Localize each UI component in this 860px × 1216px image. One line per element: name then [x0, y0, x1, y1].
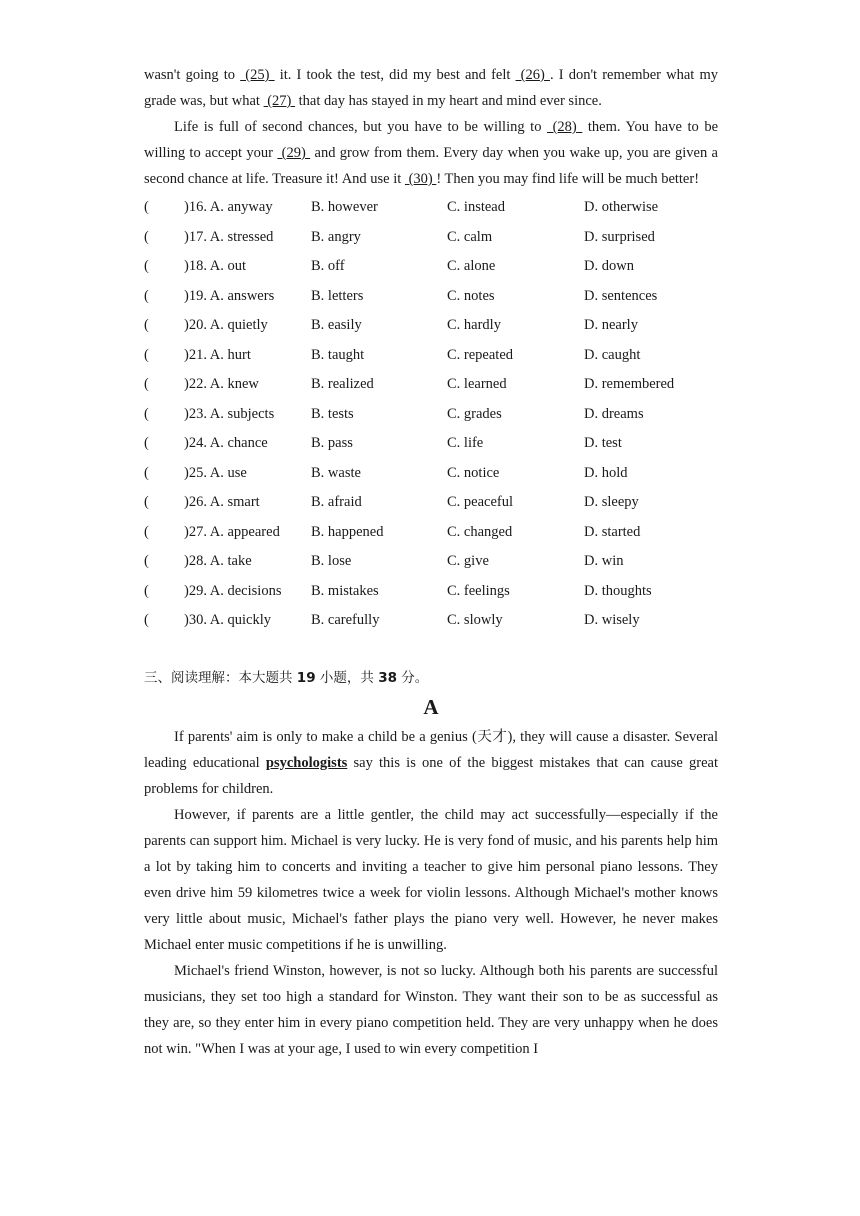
question-row: [144, 518, 718, 548]
question-row: [144, 370, 718, 400]
option-b: B. waste: [311, 464, 361, 481]
text-run: it. I took the test, did my best and felt: [274, 67, 516, 83]
option-b: B. easily: [311, 317, 362, 333]
option-c: C. repeated: [447, 346, 514, 363]
option-a: )20. A. quietly: [184, 317, 268, 333]
question-row: [144, 341, 718, 371]
answer-bracket: (: [144, 228, 149, 245]
option-c: C. instead: [447, 199, 505, 215]
option-a: )28. A. take: [184, 553, 252, 569]
text-run: If parents' aim is only to make a child be a genius (天才), they will cause a disaster. Several leading educational: [144, 728, 718, 771]
option-d: D. dreams: [584, 405, 644, 422]
option-b: B. realized: [311, 376, 374, 392]
option-d: D. remembered: [584, 376, 675, 392]
text-run: 小题，共: [315, 669, 379, 686]
option-c: C. notice: [447, 464, 500, 481]
option-b: B. off: [311, 258, 345, 274]
question-row: [144, 282, 718, 312]
answer-bracket: (: [144, 464, 149, 481]
answer-bracket: (: [144, 258, 149, 274]
answer-bracket: (: [144, 553, 149, 569]
option-c: C. notes: [447, 287, 495, 304]
text-run: 分。: [396, 669, 429, 686]
underlined-keyword: psychologists: [265, 754, 348, 771]
option-a: )23. A. subjects: [184, 405, 275, 422]
option-c: C. calm: [447, 228, 493, 245]
passage-paragraph: Michael's friend Winston, however, is not so lucky. Although both his parents are successful musicians, they set too high a standard for Winston. They want their son to be as successful as they are, so they enter him in every piano competition held. They are very unhappy when he does not win. "When I was at your age, I used to win every competition I: [144, 962, 718, 1057]
option-c: C. hardly: [447, 317, 501, 333]
option-c: C. alone: [447, 258, 496, 274]
option-b: B. pass: [311, 435, 353, 451]
answer-bracket: (: [144, 317, 149, 333]
blank-26: (26): [515, 67, 550, 83]
text-run: that day has stayed in my heart and mind ever since.: [295, 93, 602, 109]
question-row: [144, 459, 718, 489]
option-d: D. otherwise: [584, 199, 659, 215]
option-d: D. thoughts: [584, 582, 652, 599]
option-a: )19. A. answers: [184, 287, 275, 304]
blank-25: (25): [240, 67, 275, 83]
page-content: [144, 62, 718, 1062]
option-d: D. test: [584, 435, 622, 451]
option-c: C. feelings: [447, 582, 510, 599]
option-d: D. win: [584, 553, 624, 569]
text-run: wasn't going to: [144, 67, 241, 83]
option-a: )17. A. stressed: [184, 228, 274, 245]
answer-bracket: (: [144, 346, 149, 363]
option-a: )21. A. hurt: [184, 346, 251, 363]
option-b: B. mistakes: [311, 582, 379, 599]
option-a: )27. A. appeared: [184, 523, 280, 540]
option-b: B. tests: [311, 405, 354, 422]
option-d: D. sleepy: [584, 494, 639, 510]
option-a: )18. A. out: [184, 258, 247, 274]
option-b: B. afraid: [311, 494, 362, 510]
option-a: )22. A. knew: [184, 376, 259, 392]
blank-28: (28): [547, 119, 583, 135]
text-run: say this is one of the biggest mistakes that can cause great problems for children.: [144, 754, 718, 797]
question-row: [144, 223, 718, 253]
question-row: [144, 252, 718, 282]
option-d: D. down: [584, 258, 634, 274]
question-count: 19: [296, 669, 316, 686]
option-b: B. lose: [311, 553, 352, 569]
option-c: C. peaceful: [447, 494, 514, 510]
option-d: D. surprised: [584, 228, 655, 245]
option-d: D. sentences: [584, 287, 658, 304]
option-b: B. angry: [311, 228, 361, 245]
question-row: [144, 547, 718, 577]
option-a: )26. A. smart: [184, 494, 260, 510]
option-b: B. however: [311, 199, 378, 215]
blank-30: (30): [404, 171, 437, 187]
answer-bracket: (: [144, 494, 149, 510]
option-d: D. caught: [584, 346, 641, 363]
answer-bracket: (: [144, 199, 149, 215]
option-a: )25. A. use: [184, 464, 247, 481]
blank-29: (29): [277, 145, 311, 161]
text-run: 三、阅读理解：本大题共: [144, 669, 297, 686]
option-d: D. nearly: [584, 317, 638, 333]
answer-bracket: (: [144, 523, 149, 540]
option-b: B. taught: [311, 346, 365, 363]
option-c: C. slowly: [447, 612, 503, 628]
question-row: [144, 577, 718, 607]
option-d: D. wisely: [584, 612, 640, 628]
question-row: [144, 606, 718, 636]
cloze-paragraph-end: [144, 62, 718, 114]
question-list: [144, 193, 718, 636]
option-b: B. carefully: [311, 612, 380, 628]
total-score: 38: [378, 669, 397, 686]
answer-bracket: (: [144, 405, 149, 422]
passage-paragraph: However, if parents are a little gentler, the child may act successfully—especially if the parents can support him. Michael is very lucky. He is very fond of music, and his parents help him a lot by taking him to concerts and inviting a teacher to give him personal piano lessons. They even drive him 59 kilometres twice a week for violin lessons. Although Michael's mother knows very little about music, Michael's father plays the piano very well. However, he never makes Michael enter music competitions if he is unwilling.: [144, 806, 718, 953]
section-heading: [144, 666, 718, 690]
passage-paragraph: [144, 724, 718, 802]
option-b: B. letters: [311, 287, 364, 304]
text-run: Life is full of second chances, but you have to be willing to: [174, 119, 548, 135]
answer-bracket: (: [144, 435, 149, 451]
question-row: [144, 400, 718, 430]
text-run: ! Then you may find life will be much better!: [436, 171, 700, 187]
answer-bracket: (: [144, 612, 149, 628]
question-row: [144, 193, 718, 223]
text-run: and grow from them. Every day when you wake up, you are given a second chance at life. Treasure it! And use it: [144, 145, 718, 187]
option-a: )29. A. decisions: [184, 582, 282, 599]
question-row: [144, 429, 718, 459]
blank-27: (27): [263, 93, 296, 109]
option-c: C. learned: [447, 376, 507, 392]
option-c: C. give: [447, 553, 489, 569]
option-a: )24. A. chance: [184, 435, 268, 451]
text-run: . I don't remember what my grade was, but what: [144, 67, 718, 109]
option-a: )16. A. anyway: [184, 199, 273, 215]
option-d: D. started: [584, 523, 641, 540]
answer-bracket: (: [144, 376, 149, 392]
option-c: C. life: [447, 435, 484, 451]
text-run: them. You have to be willing to accept your: [144, 119, 719, 161]
question-row: [144, 488, 718, 518]
option-d: D. hold: [584, 464, 628, 481]
answer-bracket: (: [144, 287, 149, 304]
option-b: B. happened: [311, 523, 384, 540]
option-a: )30. A. quickly: [184, 612, 271, 628]
passage-title: A: [423, 694, 439, 719]
cloze-paragraph-last: [144, 114, 718, 192]
option-c: C. grades: [447, 405, 502, 422]
question-row: [144, 311, 718, 341]
option-c: C. changed: [447, 523, 513, 540]
answer-bracket: (: [144, 582, 149, 599]
